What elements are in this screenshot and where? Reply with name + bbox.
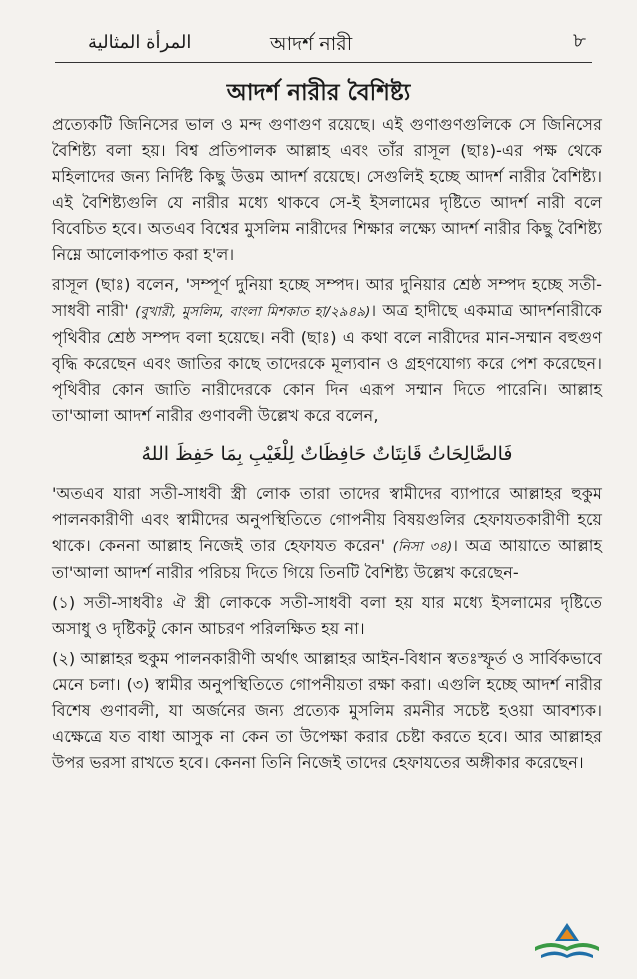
hadith-quote: রাসূল (ছাঃ) বলেন, 'সম্পূর্ণ দুনিয়া হচ্ছে সম্পদ। আর দুনিয়ার শ্রেষ্ঠ সম্পদ হচ্ছে সতী-সাধবী নারী' [52,275,602,320]
body-text [52,112,602,780]
page-header [60,22,592,62]
paragraph-traits-2-3: (২) আল্লাহর হুকুম পালনকারীণী অর্থাৎ আল্লাহর আইন-বিধান স্বতঃস্ফূর্ত ও সার্বিকভাবে মেনে চলা। (৩) স্বামীর অনুপস্থিতিতে গোপনীয়তা রক্ষা করা। এগুলি হচ্ছে আদর্শ নারীর বিশেষ গুণাবলী, যা অর্জনের জন্য প্রত্যেক মুসলিম রমনীর সচেষ্ট হওয়া আবশ্যক। এক্ষেত্রে যত বাধা আসুক না কেন তা উপেক্ষা করার চেষ্টা করতে হবে। আর আল্লাহর উপর ভরসা রাখতে হবে। কেননা তিনি নিজেই তাদের হেফাযতের অঙ্গীকার করেছেন। [52,649,602,772]
header-divider [55,62,592,63]
hadith-explanation: । অত্র হাদীছে একমাত্র আদর্শনারীকে পৃথিবীর শ্রেষ্ঠ সম্পদ বলা হয়েছে। নবী (ছাঃ) এ কথা বলে নারীদের মান-সম্মান বহুগুণ বৃদ্ধি করেছেন এবং জাতির কাছে তাদেরকে মূল্যবান ও গ্রহণযোগ্য করে পেশ করেছেন। পৃথিবীর কোন জাতি নারীদেরকে কোন দিন এরূপ সম্মান দিতে পারেনি। আল্লাহ তা'আলা আদর্শ নারীর গুণাবলী উল্লেখ করে বলেন, [52,301,602,425]
paragraph-verse-translation [52,481,602,586]
paragraph-intro: প্রত্যেকটি জিনিসের ভাল ও মন্দ গুণাগুণ রয়েছে। এই গুণাগুণগুলিকে সে জিনিসের বৈশিষ্ট্য বলা হয়। বিশ্ব প্রতিপালক আল্লাহ এবং তাঁর রাসূল (ছাঃ)-এর পক্ষ থেকে মহিলাদের জন্য নির্দিষ্ট কিছু উত্তম আদর্শ রয়েছে। সেগুলিই হচ্ছে আদর্শ নারীর বৈশিষ্ট্য। এই বৈশিষ্ট্যগুলি যে নারীর মধ্যে থাকবে সে-ই ইসলামের দৃষ্টিতে আদর্শ নারী বলে বিবেচিত হবে। অতএব বিশ্বের মুসলিম নারীদের শিক্ষার লক্ষ্যে আদর্শ নারীর কিছু বৈশিষ্ট্য নিম্নে আলোকপাত করা হ'ল। [52,115,602,264]
quran-verse: فَالصَّالِحَاتُ قَانِتَاتٌ حَافِظَاتٌ لِلْغَيْبِ بِمَا حَفِظَ اللهُ [141,443,513,465]
verse-explanation: । অত্র আয়াতে আল্লাহ তা'আলা আদর্শ নারীর পরিচয় দিতে গিয়ে তিনটি বৈশিষ্ট্য উল্লেখ করেছেন- [52,536,602,582]
header-title: আদর্শ নারী [270,33,353,55]
header-arabic-title: المرأة المثالية [88,32,192,53]
publisher-logo-icon [531,917,603,965]
chapter-title: আদর্শ নারীর বৈশিষ্ট্য [226,80,411,106]
paragraph-hadith [52,272,602,429]
verse-translation: 'অতএব যারা সতী-সাধবী স্ত্রী লোক তারা তাদের স্বামীদের ব্যাপারে আল্লাহর হুকুম পালনকারীণী এবং স্বামীদের অনুপস্থিতিতে গোপনীয় বিষয়গুলির হেফাযতকারীণী হয়ে থাকে। কেননা আল্লাহ নিজেই তার হেফাযত করেন' [52,484,602,555]
hadith-reference: (বুখারী, মুসলিম, বাংলা মিশকাত হা/২৯৪৯) [135,304,371,320]
paragraph-trait-1: (১) সতী-সাধবীঃ ঐ স্ত্রী লোককে সতী-সাধবী বলা হয় যার মধ্যে ইসলামের দৃষ্টিতে অসাধু ও দৃষ্টিকটু কোন আচরণ পরিলক্ষিত হয় না। [52,593,602,638]
page-number: ৮ [573,28,586,52]
verse-reference: (নিসা ৩৪) [392,539,453,555]
